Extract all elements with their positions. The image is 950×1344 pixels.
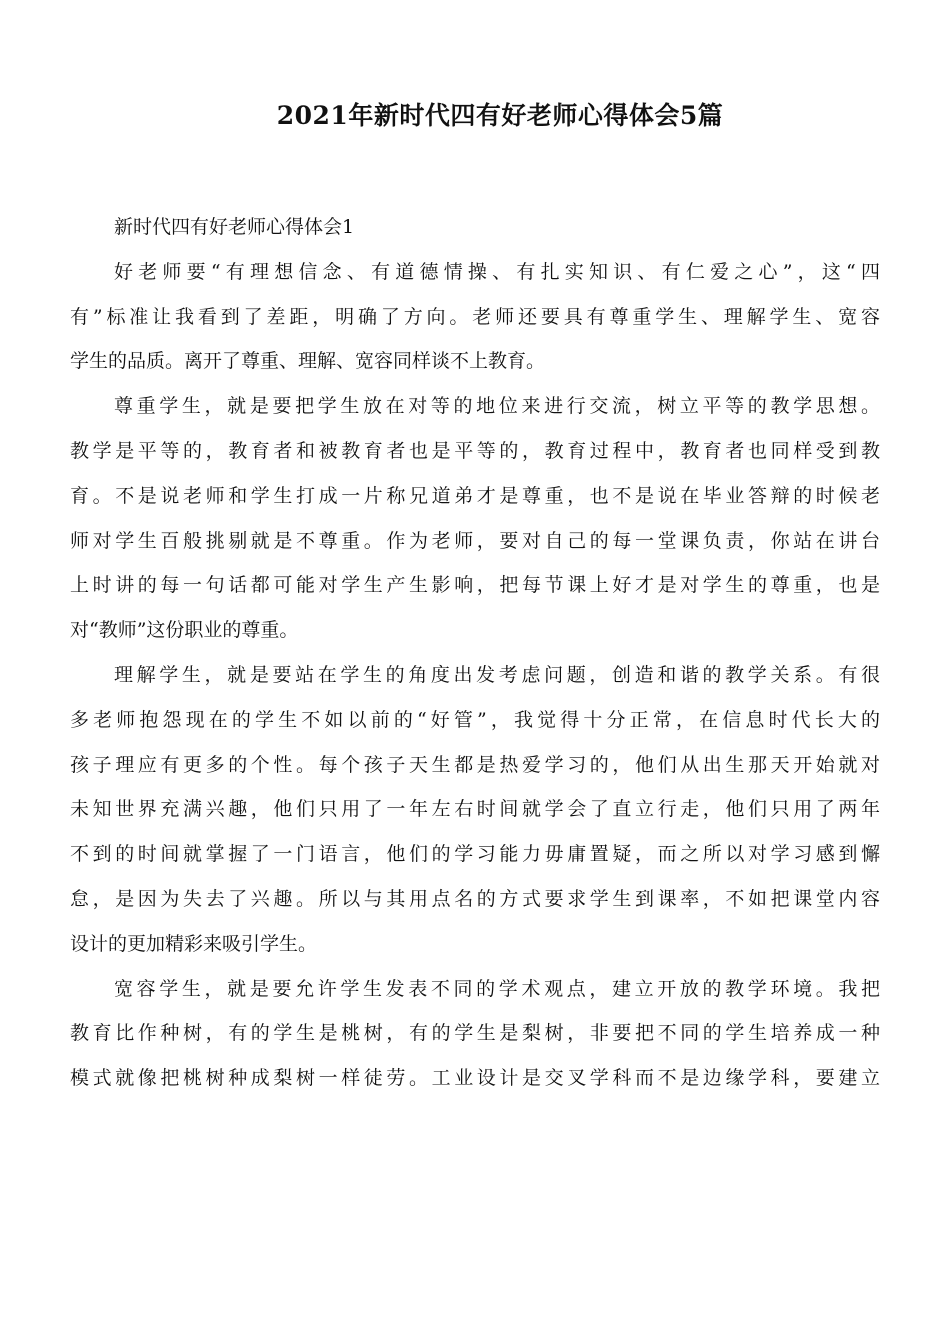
- paragraph-line: 不到的时间就掌握了一门语言，他们的学习能力毋庸置疑，而之所以对学习感到懈: [70, 843, 880, 866]
- paragraph-line: 孩子理应有更多的个性。每个孩子天生都是热爱学习的，他们从出生那天开始就对: [70, 753, 880, 776]
- paragraph-line: 尊重学生，就是要把学生放在对等的地位来进行交流，树立平等的教学思想。: [114, 395, 880, 418]
- paragraph: [70, 653, 880, 967]
- paragraph: [70, 384, 880, 653]
- paragraph-line: 怠，是因为失去了兴趣。所以与其用点名的方式要求学生到课率，不如把课堂内容: [70, 887, 880, 910]
- paragraph-line: 师对学生百般挑剔就是不尊重。作为老师，要对自己的每一堂课负责，你站在讲台: [70, 529, 880, 552]
- section-heading: 新时代四有好老师心得体会1: [114, 216, 355, 238]
- paragraph-line: 育。不是说老师和学生打成一片称兄道弟才是尊重，也不是说在毕业答辩的时候老: [70, 484, 880, 507]
- paragraph-line: 多老师抱怨现在的学生不如以前的“好管”，我觉得十分正常，在信息时代长大的: [70, 708, 880, 731]
- paragraph-line: 宽容学生，就是要允许学生发表不同的学术观点，建立开放的教学环境。我把: [114, 977, 880, 1000]
- document-title: 2021年新时代四有好老师心得体会5篇: [276, 101, 724, 130]
- paragraph-line: 理解学生，就是要站在学生的角度出发考虑问题，创造和谐的教学关系。有很: [114, 663, 880, 686]
- paragraph-line: 设计的更加精彩来吸引学生。: [70, 932, 318, 955]
- paragraph-line: 好老师要“有理想信念、有道德情操、有扎实知识、有仁爱之心”，这“四: [114, 260, 880, 283]
- paragraph-line: 上时讲的每一句话都可能对学生产生影响，把每节课上好才是对学生的尊重，也是: [70, 574, 880, 597]
- paragraph-line: 教学是平等的，教育者和被教育者也是平等的，教育过程中，教育者也同样受到教: [70, 439, 880, 462]
- paragraph: [70, 967, 880, 1101]
- document-body: [70, 205, 880, 1101]
- paragraph-line: 未知世界充满兴趣，他们只用了一年左右时间就学会了直立行走，他们只用了两年: [70, 798, 880, 821]
- paragraph: [70, 250, 880, 384]
- paragraph-line: 有”标准让我看到了差距，明确了方向。老师还要具有尊重学生、理解学生、宽容: [70, 305, 880, 328]
- paragraph-line: 模式就像把桃树种成梨树一样徒劳。工业设计是交叉学科而不是边缘学科，要建立: [70, 1067, 880, 1090]
- paragraph-line: 学生的品质。离开了尊重、理解、宽容同样谈不上教育。: [70, 350, 546, 373]
- paragraph-line: 对“教师”这份职业的尊重。: [70, 619, 299, 642]
- paragraph-line: 教育比作种树，有的学生是桃树，有的学生是梨树，非要把不同的学生培养成一种: [70, 1022, 880, 1045]
